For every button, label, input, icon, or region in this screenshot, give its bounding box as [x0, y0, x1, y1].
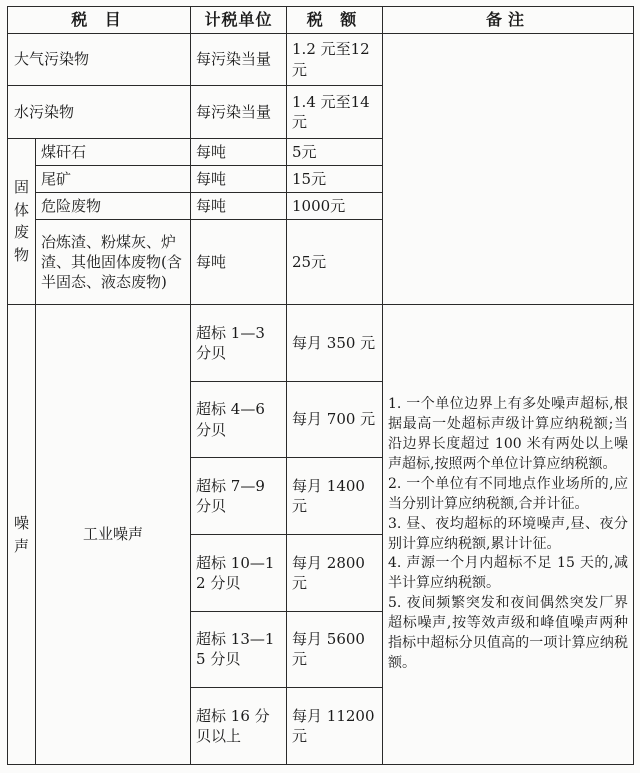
- amount-noise-3: 每月 1400 元: [287, 458, 383, 535]
- group-noise: 噪声: [8, 305, 36, 765]
- header-row: [8, 7, 634, 34]
- item-solid-1: 煤矸石: [36, 138, 191, 165]
- amount-solid-3: 1000元: [287, 193, 383, 220]
- amount-solid-2: 15元: [287, 165, 383, 192]
- unit-solid-2: 每吨: [191, 165, 287, 192]
- item-air: 大气污染物: [8, 33, 191, 85]
- group-solid: 固体废物: [8, 138, 36, 304]
- unit-noise-3: 超标 7—9 分贝: [191, 458, 287, 535]
- unit-noise-1: 超标 1—3 分贝: [191, 305, 287, 382]
- unit-water: 每污染当量: [191, 86, 287, 138]
- noise-note-1: 1. 一个单位边界上有多处噪声超标,根据最高一处超标声级计算应纳税额;当沿边界长度超过 100 米有两处以上噪声超标,按照两个单位计算应纳税额。: [388, 396, 629, 473]
- unit-noise-4: 超标 10—12 分贝: [191, 534, 287, 611]
- row-noise-1: [8, 305, 634, 382]
- item-solid-2: 尾矿: [36, 165, 191, 192]
- amount-water: 1.4 元至14元: [287, 86, 383, 138]
- unit-solid-3: 每吨: [191, 193, 287, 220]
- amount-air: 1.2 元至12元: [287, 33, 383, 85]
- unit-noise-5: 超标 13—15 分贝: [191, 611, 287, 688]
- unit-solid-4: 每吨: [191, 220, 287, 305]
- unit-noise-2: 超标 4—6 分贝: [191, 381, 287, 458]
- item-noise: 工业噪声: [36, 305, 191, 765]
- amount-noise-4: 每月 2800 元: [287, 534, 383, 611]
- noise-notes: [383, 305, 634, 765]
- header-amount: 税 额: [287, 7, 383, 34]
- item-solid-4: 冶炼渣、粉煤灰、炉渣、其他固体废物(含半固态、液态废物): [36, 220, 191, 305]
- header-note: 备注: [383, 7, 634, 34]
- amount-noise-1: 每月 350 元: [287, 305, 383, 382]
- amount-noise-5: 每月 5600 元: [287, 611, 383, 688]
- header-item: 税 目: [8, 7, 191, 34]
- amount-noise-2: 每月 700 元: [287, 381, 383, 458]
- unit-noise-6: 超标 16 分贝以上: [191, 688, 287, 765]
- noise-note-2: 2. 一个单位有不同地点作业场所的,应当分别计算应纳税额,合并计征。: [388, 475, 629, 512]
- noise-note-5: 5. 夜间频繁突发和夜间偶然突发厂界超标噪声,按等效声级和峰值噪声两种指标中超标分贝值高的一项计算应纳税额。: [388, 595, 629, 671]
- note-empty: [383, 33, 634, 304]
- environmental-tax-table: [7, 6, 634, 765]
- row-air: [8, 33, 634, 85]
- item-water: 水污染物: [8, 86, 191, 138]
- amount-noise-6: 每月 11200 元: [287, 688, 383, 765]
- amount-solid-4: 25元: [287, 220, 383, 305]
- unit-air: 每污染当量: [191, 33, 287, 85]
- item-solid-3: 危险废物: [36, 193, 191, 220]
- noise-note-3: 3. 昼、夜均超标的环境噪声,昼、夜分别计算应纳税额,累计计征。: [388, 515, 629, 552]
- unit-solid-1: 每吨: [191, 138, 287, 165]
- noise-note-4: 4. 声源一个月内超标不足 15 天的,减半计算应纳税额。: [388, 555, 629, 592]
- header-unit: 计税单位: [191, 7, 287, 34]
- amount-solid-1: 5元: [287, 138, 383, 165]
